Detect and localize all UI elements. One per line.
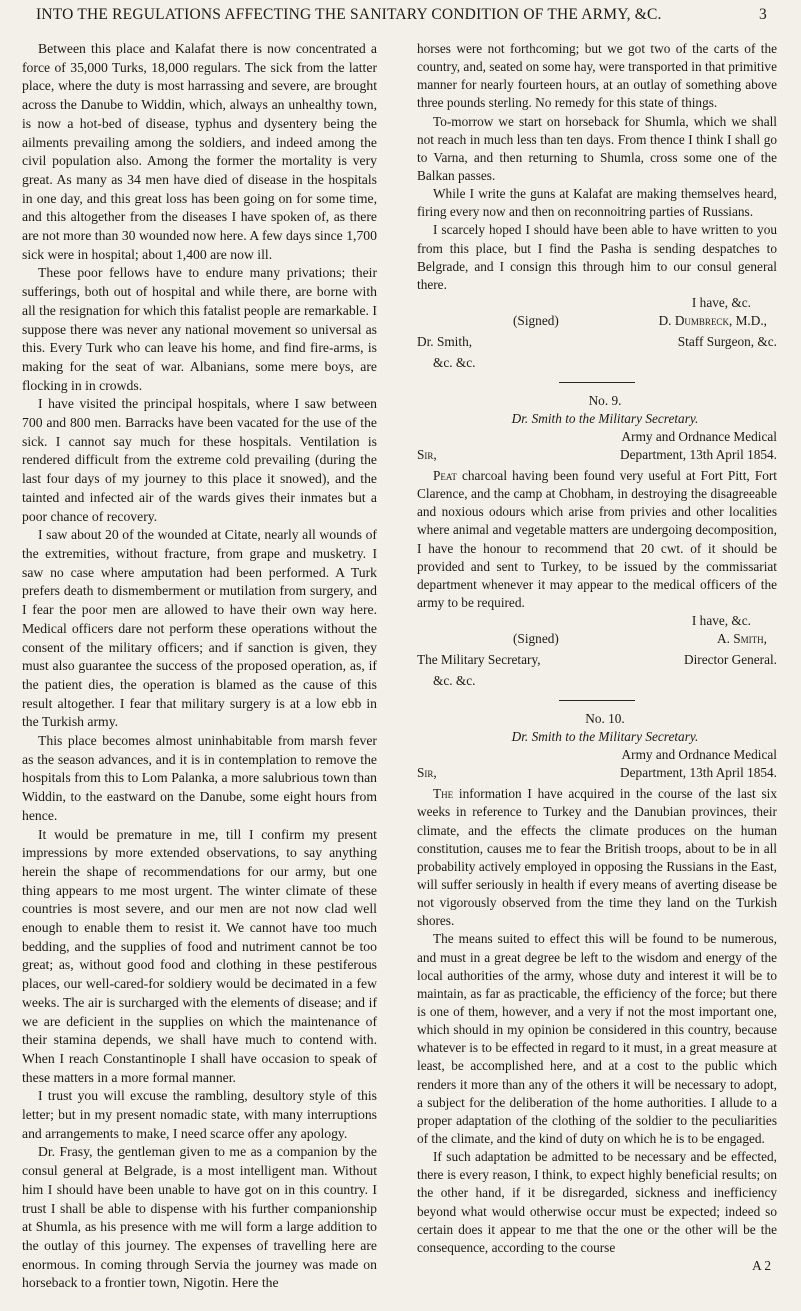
paragraph: I scarcely hoped I should have been able to have written to you from this place, but I find the Pasha is sending despatches to Belgrade, and I consign this through him to our consul general there. xyxy=(417,222,777,292)
body-text: information I have acquired in the course of the last six weeks in reference to Turkey and the Danubian provinces, their climate, and the effects the climate produces on the human constitution, causes me to fear the British troops, about to be in all probability actively employed in opposing the Russians in the East, will suffer seriously in health if every means of averting disease be not vigorously observed from the time they land on the Turkish shores. xyxy=(417,786,777,929)
dateline xyxy=(417,446,777,467)
dateline xyxy=(417,764,777,785)
etc-line: &c. &c. xyxy=(433,672,476,688)
letterhead: Army and Ordnance Medical xyxy=(621,747,777,763)
date: Department, 13th April 1854. xyxy=(620,447,777,463)
section-divider xyxy=(559,700,635,701)
date: Department, 13th April 1854. xyxy=(620,765,777,781)
page-number: 3 xyxy=(759,6,767,23)
signer-title: Staff Surgeon, &c. xyxy=(677,333,777,349)
paragraph: While I write the guns at Kalafat are making themselves heard, firing every now and then on reconnoitring parties of Russians. xyxy=(417,186,777,220)
signed-mark: (Signed) xyxy=(513,313,559,329)
letter-body xyxy=(417,467,777,612)
paragraph: It would be premature in me, till I confirm my present impressions by more extended observations, to say anything herein the shape of recommendations for our army, but one thing appears to me most urgent. The winter climate of these countries is most severe, and our men are not now clad well enough to enable them to resist it. We cannot have too much bedding, and the supplies of food and nutriment cannot be too great; as, without good food and clothing in these pestiferous places, our well-cared-for soldiery would be decimated in a few weeks. The air is surcharged with the elements of disease; and if we are deficient in the supplies on which the maintenance of their stamina depends, we shall have much to contend with. When I reach Constantinople I shall have occasion to speak of these matters in a more formal manner. xyxy=(22,826,377,1085)
letter-closing: I have, &c. xyxy=(691,613,751,629)
signature-line xyxy=(417,630,777,651)
body-lead: Peat xyxy=(433,468,457,484)
paragraph: I saw about 20 of the wounded at Citate, nearly all wounds of the extremities, without fracture, from grape and musketry. I saw no case where amputation had been performed. A Turk prefers death to dismemberment or mutilation from surgery, and I fear the poor men are allowed to have their own way here. Medical officers dare not perform these operations without the consent of the military officers; and if sanction is given, they must also guarantee the success of the proposed operation, as, if the patient dies, the operation is blamed as the cause of this result altogether. I fear that military surgery is at a low ebb in the Turkish army. xyxy=(22,527,377,730)
signature-mark: A 2 xyxy=(752,1257,771,1273)
addressee-line xyxy=(417,333,777,354)
salutation: Sir, xyxy=(417,447,437,463)
signed-mark: (Signed) xyxy=(513,631,559,647)
paragraph: horses were not forthcoming; but we got two of the carts of the country, and, seated on some hay, were transported in that primitive manner for nearly fourteen hours, at an outlay of something above three pounds sterling. No remedy for this state of things. xyxy=(417,41,777,111)
letter-body xyxy=(417,785,777,930)
letter-number: No. 10. xyxy=(585,711,625,727)
body-text: charcoal having been found very useful at Fort Pitt, Fort Clarence, and the camp at Chobham, in destroying the disagreeable and noxious odours which arise from privies and other localities where animal and vegetable matters are undergoing decomposition, I have the honour to recommend that 20 cwt. of it should be provided and sent to Turkey, to be issued by the commissariat department whenever it may appear to the medical officers of the army to be required. xyxy=(417,468,777,611)
paragraph: These poor fellows have to endure many privations; their sufferings, both out of hospital and while there, are borne with all the resignation for which this fatalist people are remarkable. I suppose there was never any national movement so universal as this. Every Turk who can leave his home, and find fire-arms, is making for the seat of war. Albanians, some mere boys, are flocking in in crowds. xyxy=(22,265,377,393)
letter-number: No. 9. xyxy=(588,392,622,408)
body-lead: The xyxy=(433,786,454,802)
paragraph: Between this place and Kalafat there is now concentrated a force of 35,000 Turks, 18,000 regulars. The sick from the latter place, where the duty is most harrassing and severe, are brought across the Danube to Widdin, which, always an unhealthy town, is now a hot-bed of disease, typhus and dysentery being the ailments prevailing among the soldiers, and indeed among the civil population also. Among the former the mortality is very great. As many as 34 men have died of disease in the hospitals in one day, and this great loss has been going on for some time, and this altogether from the diseases I have spoken of, as there are not more than 30 wounded now here. A few days since 1,700 sick were in hospital; about 1,400 are now ill. xyxy=(22,41,377,262)
addressee-line xyxy=(417,651,777,672)
running-head xyxy=(36,6,767,28)
left-column xyxy=(22,40,377,1293)
section-divider xyxy=(559,382,635,383)
paragraph: I trust you will excuse the rambling, desultory style of this letter; but in my present nomadic state, with many interruptions and arrangements to make, I need scarce offer any apology. xyxy=(22,1088,377,1141)
addressee: Dr. Smith, xyxy=(417,333,473,349)
signer-name: D. Dumbreck, M.D., xyxy=(658,313,767,329)
running-head-title: INTO THE REGULATIONS AFFECTING THE SANITARY CONDITION OF THE ARMY, &C. xyxy=(36,6,662,23)
addressee: The Military Secretary, xyxy=(417,652,541,668)
letter-closing: I have, &c. xyxy=(691,294,751,310)
letter-heading: Dr. Smith to the Military Secretary. xyxy=(511,410,699,426)
signer-title: Director General. xyxy=(683,652,777,668)
paragraph: I have visited the principal hospitals, where I saw between 700 and 800 men. Barracks have been vacated for the use of the sick. I cannot say much for these hospitals. Ventilation is rendered difficult from the extreme cold prevailing (during the last four days of my journey to this place it snowed), and the tainted and infected air of the wards gives their inmates but a poor chance of recovery. xyxy=(22,396,377,524)
signer-name: A. Smith, xyxy=(717,631,767,647)
letter-heading: Dr. Smith to the Military Secretary. xyxy=(511,729,699,745)
paragraph: If such adaptation be admitted to be necessary and be effected, there is every reason, I think, to expect highly beneficial results; on the other hand, if it be disregarded, sickness and inefficiency beyond what would otherwise occur must be expected; indeed so certain does it appear to me that the one or the other will be the consequence, according to the course xyxy=(417,1149,777,1255)
salutation: Sir, xyxy=(417,765,437,781)
paragraph: This place becomes almost uninhabitable from marsh fever as the season advances, and it is in contemplation to remove the hospitals from this to Lom Palanka, a more salubrious town than Widdin, to the eastward on the Danube, some eight hours from hence. xyxy=(22,733,377,823)
letterhead: Army and Ordnance Medical xyxy=(621,429,777,445)
right-column xyxy=(417,40,777,1275)
paragraph: Dr. Frasy, the gentleman given to me as a companion by the consul general at Belgrade, is a most intelligent man. Without him I should have been unable to have got on in this country. I trust I shall be able to dispense with his further companionship at Shumla, as his presence with me will form a large addition to the outlay of this journey. The expenses of travelling here are enormous. In coming through Servia the journey was made on horseback to a frontier town, Nigotin. Here the xyxy=(22,1144,377,1291)
signature-line xyxy=(417,312,777,333)
paragraph: To-morrow we start on horseback for Shumla, which we shall not reach in much less than ten days. From thence I think I shall go to Varna, and then returning to Shumla, cross some one of the Balkan passes. xyxy=(417,113,777,183)
paragraph: The means suited to effect this will be found to be numerous, and must in a great degree be left to the wisdom and energy of the local authorities of the army, whose duty and interest it will be to maintain, as far as practicable, the efficiency of the force; but there is one of them, however, and a very if not the most important one, which should in my opinion be considered in this country, because whatever is to be effected in regard to it must, in a great measure at least, be accomplished here, and at a cost to the public which renders it more than any of the others it will be necessary to adopt, a subject for the deliberation of the home authorities. I allude to a proper adaptation of the clothing of the soldier to the peculiarities of the climate, and the kind of duty on which he is to be engaged. xyxy=(417,931,777,1146)
etc-line: &c. &c. xyxy=(433,354,476,370)
